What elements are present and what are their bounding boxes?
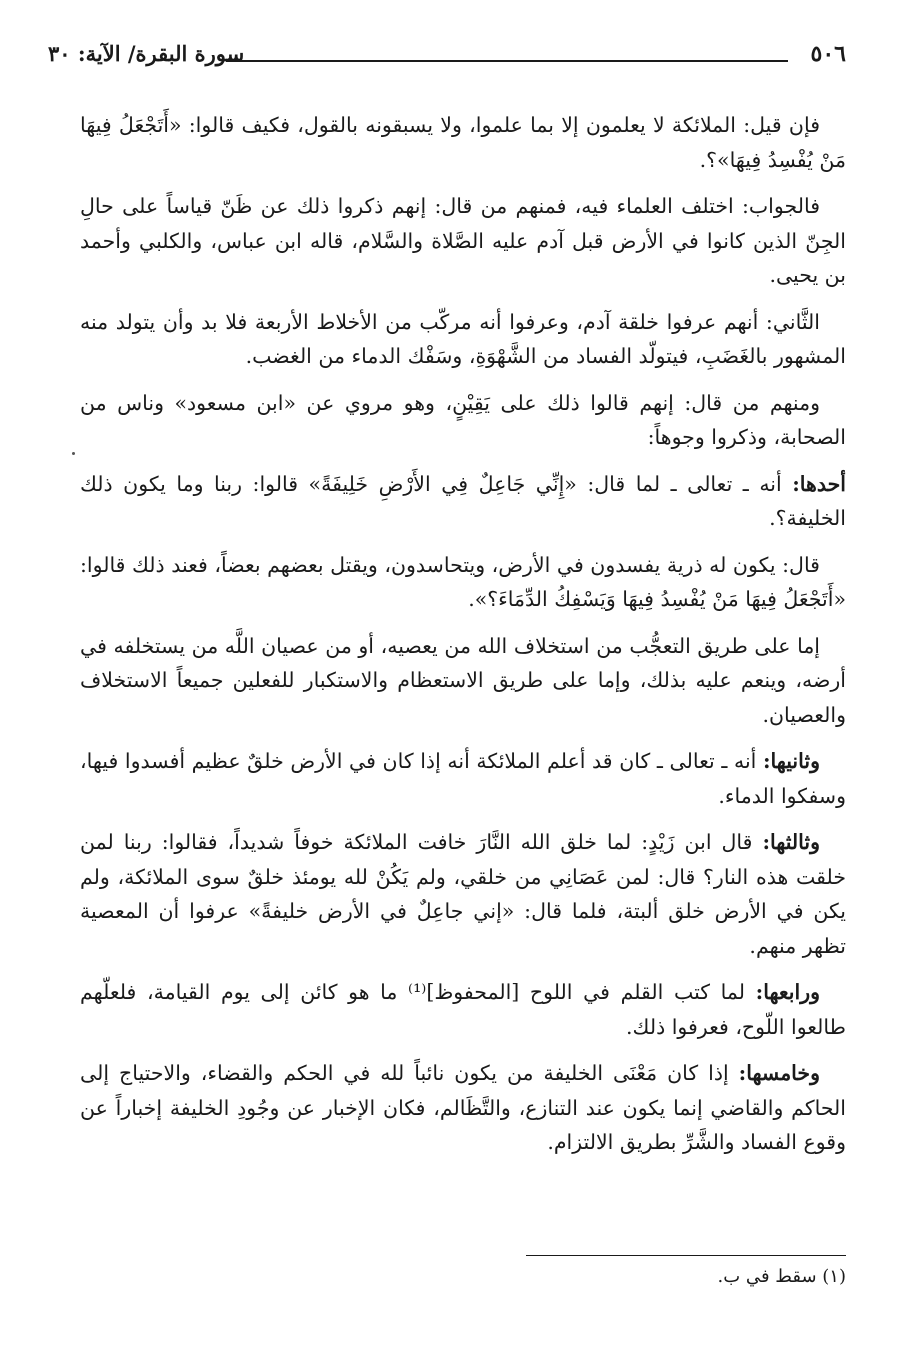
paragraph-text: ومنهم من قال: إنهم قالوا ذلك على يَقِيْنٍ، وهو مروي عن «ابن مسعود» وناس من الصحابة، وذكروا وجوهاً: — [80, 390, 846, 449]
paragraph-text: قال: يكون له ذرية يفسدون في الأرض، ويتحاسدون، ويقتل بعضهم بعضاً، فعند ذلك قالوا: «أَتَجْعَلُ فِيهَا مَنْ يُفْسِدُ فِيهَا وَيَسْفِكُ الدِّمَاءَ؟». — [80, 552, 846, 611]
footnote-rule — [526, 1255, 846, 1256]
paragraph-text: الثَّاني: أنهم عرفوا خلقة آدم، وعرفوا أنه مركّب من الأخلاط الأربعة فلا بد وأن يتولد منه المشهور بالغَضَبِ، فيتولّد الفساد من الشَّهْوَةِ، وسَفْك الدماء من الغضب. — [80, 309, 846, 368]
footnote: (١) سقط في ب. — [717, 1266, 846, 1287]
paragraph — [80, 975, 846, 1044]
paragraph — [80, 189, 846, 293]
paragraph-lead: وخامسها: — [738, 1061, 820, 1085]
paragraph-lead: وثالثها: — [762, 830, 820, 854]
paragraph-text: قال ابن زَيْدٍ: لما خلق الله النَّارَ خافت الملائكة خوفاً شديداً، فقالوا: ربنا لمن خلقت هذه النار؟ قال: لمن عَصَانِي من خلقي، ولم يَكُنْ لله يومئذ خلقٌ سوى الملائكة، ولم يكن في الأرض خلق ألبتة، فلما قال: «إني جاعِلٌ في الأرض خليفةً» عرفوا أن المعصية تظهر منهم. — [80, 830, 846, 958]
paragraph-text: أنه ـ تعالى ـ كان قد أعلم الملائكة أنه إذا كان في الأرض خلقٌ عظيم أفسدوا فيها، وسفكوا الدماء. — [80, 749, 846, 808]
paragraph-text: أنه ـ تعالى ـ لما قال: «إِنِّي جَاعِلٌ فِي الأَرْضِ خَلِيفَةً» قالوا: ربنا وما يكون ذلك الخليفة؟. — [80, 471, 846, 530]
paragraph-text: إما على طريق التعجُّب من استخلاف الله من يعصيه، أو من عصيان اللَّه من يستخلفه في أرضه، وينعم عليه بذلك، وإما على طريق الاستعظام والاستكبار للفعلين جميعاً الاستخلاف والعصيان. — [80, 633, 846, 727]
paragraph — [80, 744, 846, 813]
running-title: سورة البقرة/ الآية: ٣٠ — [48, 41, 245, 66]
page-number: ٥٠٦ — [810, 41, 846, 67]
paragraph-text: إذا كان مَعْنَى الخليفة من يكون نائباً لله في الحكم والقضاء، والاحتياج إلى الحاكم والقاضي إنما يكون عند التنازع، والتَّظَالم، فكان الإخبار عن وجُودِ الخليفة إخباراً عن وقوع الفساد والشَّرِّ بطريق الالتزام. — [80, 1061, 846, 1154]
paragraph — [80, 467, 846, 536]
paragraph-text: لما كتب القلم في اللوح [المحفوظ]⁽¹⁾ ما هو كائن إلى يوم القيامة، فلعلّهم طالعوا اللّوح، فعرفوا ذلك. — [80, 980, 846, 1039]
stray-dot — [72, 452, 75, 455]
page-header — [48, 38, 846, 70]
paragraph-text: فالجواب: اختلف العلماء فيه، فمنهم من قال: إنهم ذكروا ذلك عن ظَنّ قياساً على حالِ الجِنّ الذين كانوا في الأرض قبل آدم عليه الصَّلاة والسَّلام، قاله ابن عباس، والكلبي وأحمد بن يحيى. — [80, 194, 846, 287]
paragraph-lead: ورابعها: — [755, 980, 820, 1004]
paragraph — [80, 305, 846, 374]
page-body — [80, 108, 846, 1172]
paragraph — [80, 1056, 846, 1160]
paragraph — [80, 629, 846, 733]
header-rule — [226, 60, 788, 62]
paragraph-text: فإن قيل: الملائكة لا يعلمون إلا بما علموا، ولا يسبقونه بالقول، فكيف قالوا: «أَتَجْعَلُ فِيهَا مَنْ يُفْسِدُ فِيهَا»؟. — [80, 113, 846, 172]
paragraph — [80, 825, 846, 963]
paragraph — [80, 386, 846, 455]
paragraph-lead: أحدها: — [792, 471, 846, 496]
paragraph — [80, 548, 846, 617]
paragraph — [80, 108, 846, 177]
paragraph-lead: وثانيها: — [762, 749, 820, 773]
